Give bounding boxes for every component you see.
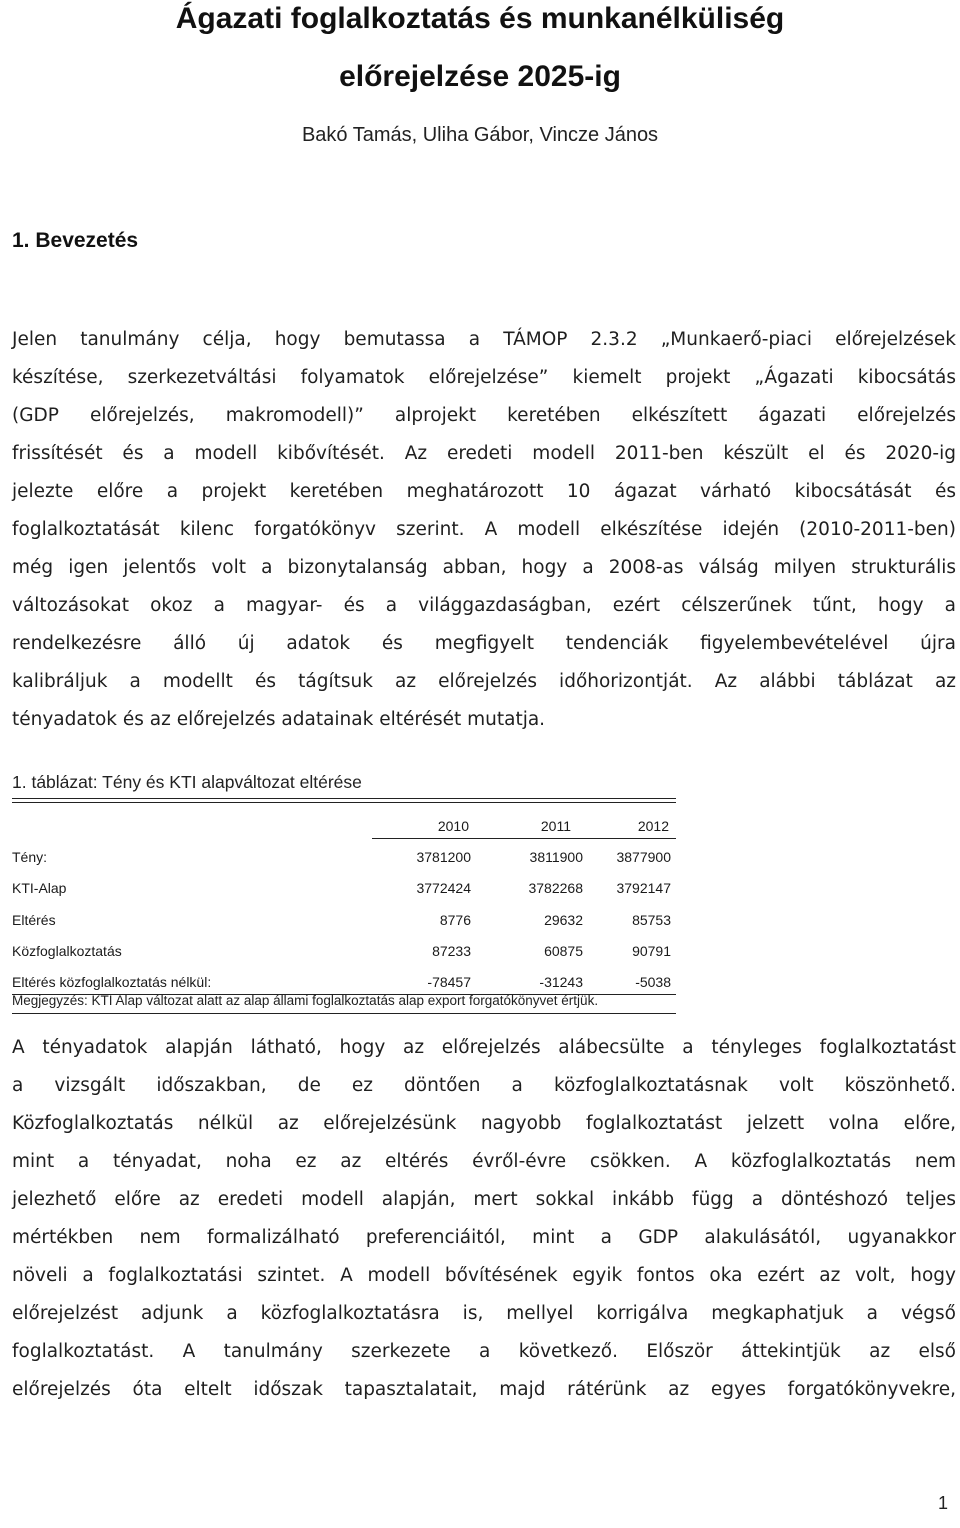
paragraph-line: foglalkoztatást. A tanulmány szerkezete a következő. Először áttekintjük az első [12,1341,956,1362]
document-title-line-1: Ágazati foglalkoztatás és munkanélküliség [175,2,785,35]
paragraph-line: kalibráljuk a modellt és tágítsuk az előrejelzés időhorizontját. Az alábbi táblázat az [12,671,956,692]
paragraph-line: készítése, szerkezetváltási folyamatok előrejelzése” kiemelt projekt „Ágazati kibocsátás [12,367,956,388]
table-cell: 29632 [544,912,583,928]
paragraph-line: A tényadatok alapján látható, hogy az előrejelzés alábecsülte a tényleges foglalkoztatást [12,1037,956,1058]
table-row [12,849,676,869]
paragraph-line: mint a tényadat, noha ez az eltérés évről-évre csökken. A közfoglalkoztatás nem [12,1151,956,1172]
paragraph-line: Jelen tanulmány célja, hogy bemutassa a TÁMOP 2.3.2 „Munkaerő-piaci előrejelzések [12,329,956,350]
caption-rule [12,798,676,799]
table-cell: 3792147 [616,880,671,896]
caption-rule [12,802,676,803]
paragraph-line: frissítését és a modell kibővítését. Az eredeti modell 2011-ben készült el és 2020-ig [12,443,956,464]
table-cell: 8776 [439,912,471,928]
paragraph-line: változásokat okoz a magyar- és a világgazdaságban, ezért célszerűnek tűnt, hogy a [12,595,956,616]
row-label: Eltérés [12,912,56,928]
row-label: Közfoglalkoztatás [12,943,122,959]
table-header-year: 2011 [540,818,571,834]
table-cell: 3811900 [529,849,583,865]
paragraph-line: jelezhető előre az eredeti modell alapján, mert sokkal inkább függ a döntéshozó teljes [12,1189,956,1210]
paragraph-line: foglalkoztatását kilenc forgatókönyv szerint. A modell elkészítése idején (2010-2011-ben) [12,519,956,540]
paragraph-line: (GDP előrejelzés, makromodell)” alprojekt keretében elkészített ágazati előrejelzés [12,405,956,426]
paragraph-line: még igen jelentős volt a bizonytalanság abban, hogy a 2008-as válság milyen strukturális [12,557,956,578]
table-row [12,912,676,932]
paragraph-line: növeli a foglalkoztatási szintet. A modell bővítésének egyik fontos oka ezért az volt, hogy [12,1265,956,1286]
intro-paragraph [12,321,956,739]
table-cell: 3781200 [416,849,471,865]
table-cell: 3877900 [616,849,671,865]
paragraph-line: jelezte előre a projekt keretében meghatározott 10 ágazat várható kibocsátását és [12,481,956,502]
table-header-year: 2012 [637,818,669,834]
paragraph-line: a vizsgált időszakban, de ez döntően a közfoglalkoztatásnak volt köszönhető. [12,1075,956,1096]
table-cell: 90791 [632,943,671,959]
table-cell: -5038 [635,974,671,990]
row-label: Eltérés közfoglalkoztatás nélkül: [12,974,212,990]
row-label: Tény: [12,849,48,865]
table-cell: 3782268 [528,880,583,896]
document-title-line-2: előrejelzése 2025-ig [339,60,621,93]
paragraph-line: mértékben nem formalizálható preferenciáitól, mint a GDP alakulásától, ugyanakkor [12,1227,956,1248]
table-caption: 1. táblázat: Tény és KTI alapváltozat eltérése [12,772,362,792]
table-cell: 87233 [432,943,471,959]
page-number: 1 [938,1493,949,1513]
table-cell: 3772424 [416,880,471,896]
table-cell: 85753 [632,912,671,928]
paragraph-line: előrejelzés óta eltelt időszak tapasztalatait, majd rátérünk az egyes forgatókönyvekre, [12,1379,956,1400]
table-header-year: 2010 [437,818,469,834]
body-paragraph [12,1029,956,1409]
table-cell: 60875 [544,943,583,959]
row-label: KTI-Alap [12,880,67,896]
table-row [12,974,676,995]
table-cell: -31243 [539,974,583,990]
paragraph-line: tényadatok és az előrejelzés adatainak eltérését mutatja. [12,709,546,730]
table-row [12,880,676,900]
table-row [12,943,676,963]
table-note: Megjegyzés: KTI Alap változat alatt az alap állami foglalkoztatás alap export forgatókönyvet értjük. [12,993,676,1014]
paragraph-line: rendelkezésre álló új adatok és megfigyelt tendenciák figyelembevételével újra [12,633,956,654]
paragraph-line: előrejelzést adjunk a közfoglalkoztatásra is, mellyel korrigálva megkaphatjuk a végső [12,1303,956,1324]
table-cell: -78457 [427,974,471,990]
authors: Bakó Tamás, Uliha Gábor, Vincze János [301,124,659,146]
table-header-row [372,818,676,839]
section-heading: 1. Bevezetés [12,229,139,252]
paragraph-line: Közfoglalkoztatás nélkül az előrejelzésünk nagyobb foglalkoztatást jelzett volna előre, [12,1113,956,1134]
